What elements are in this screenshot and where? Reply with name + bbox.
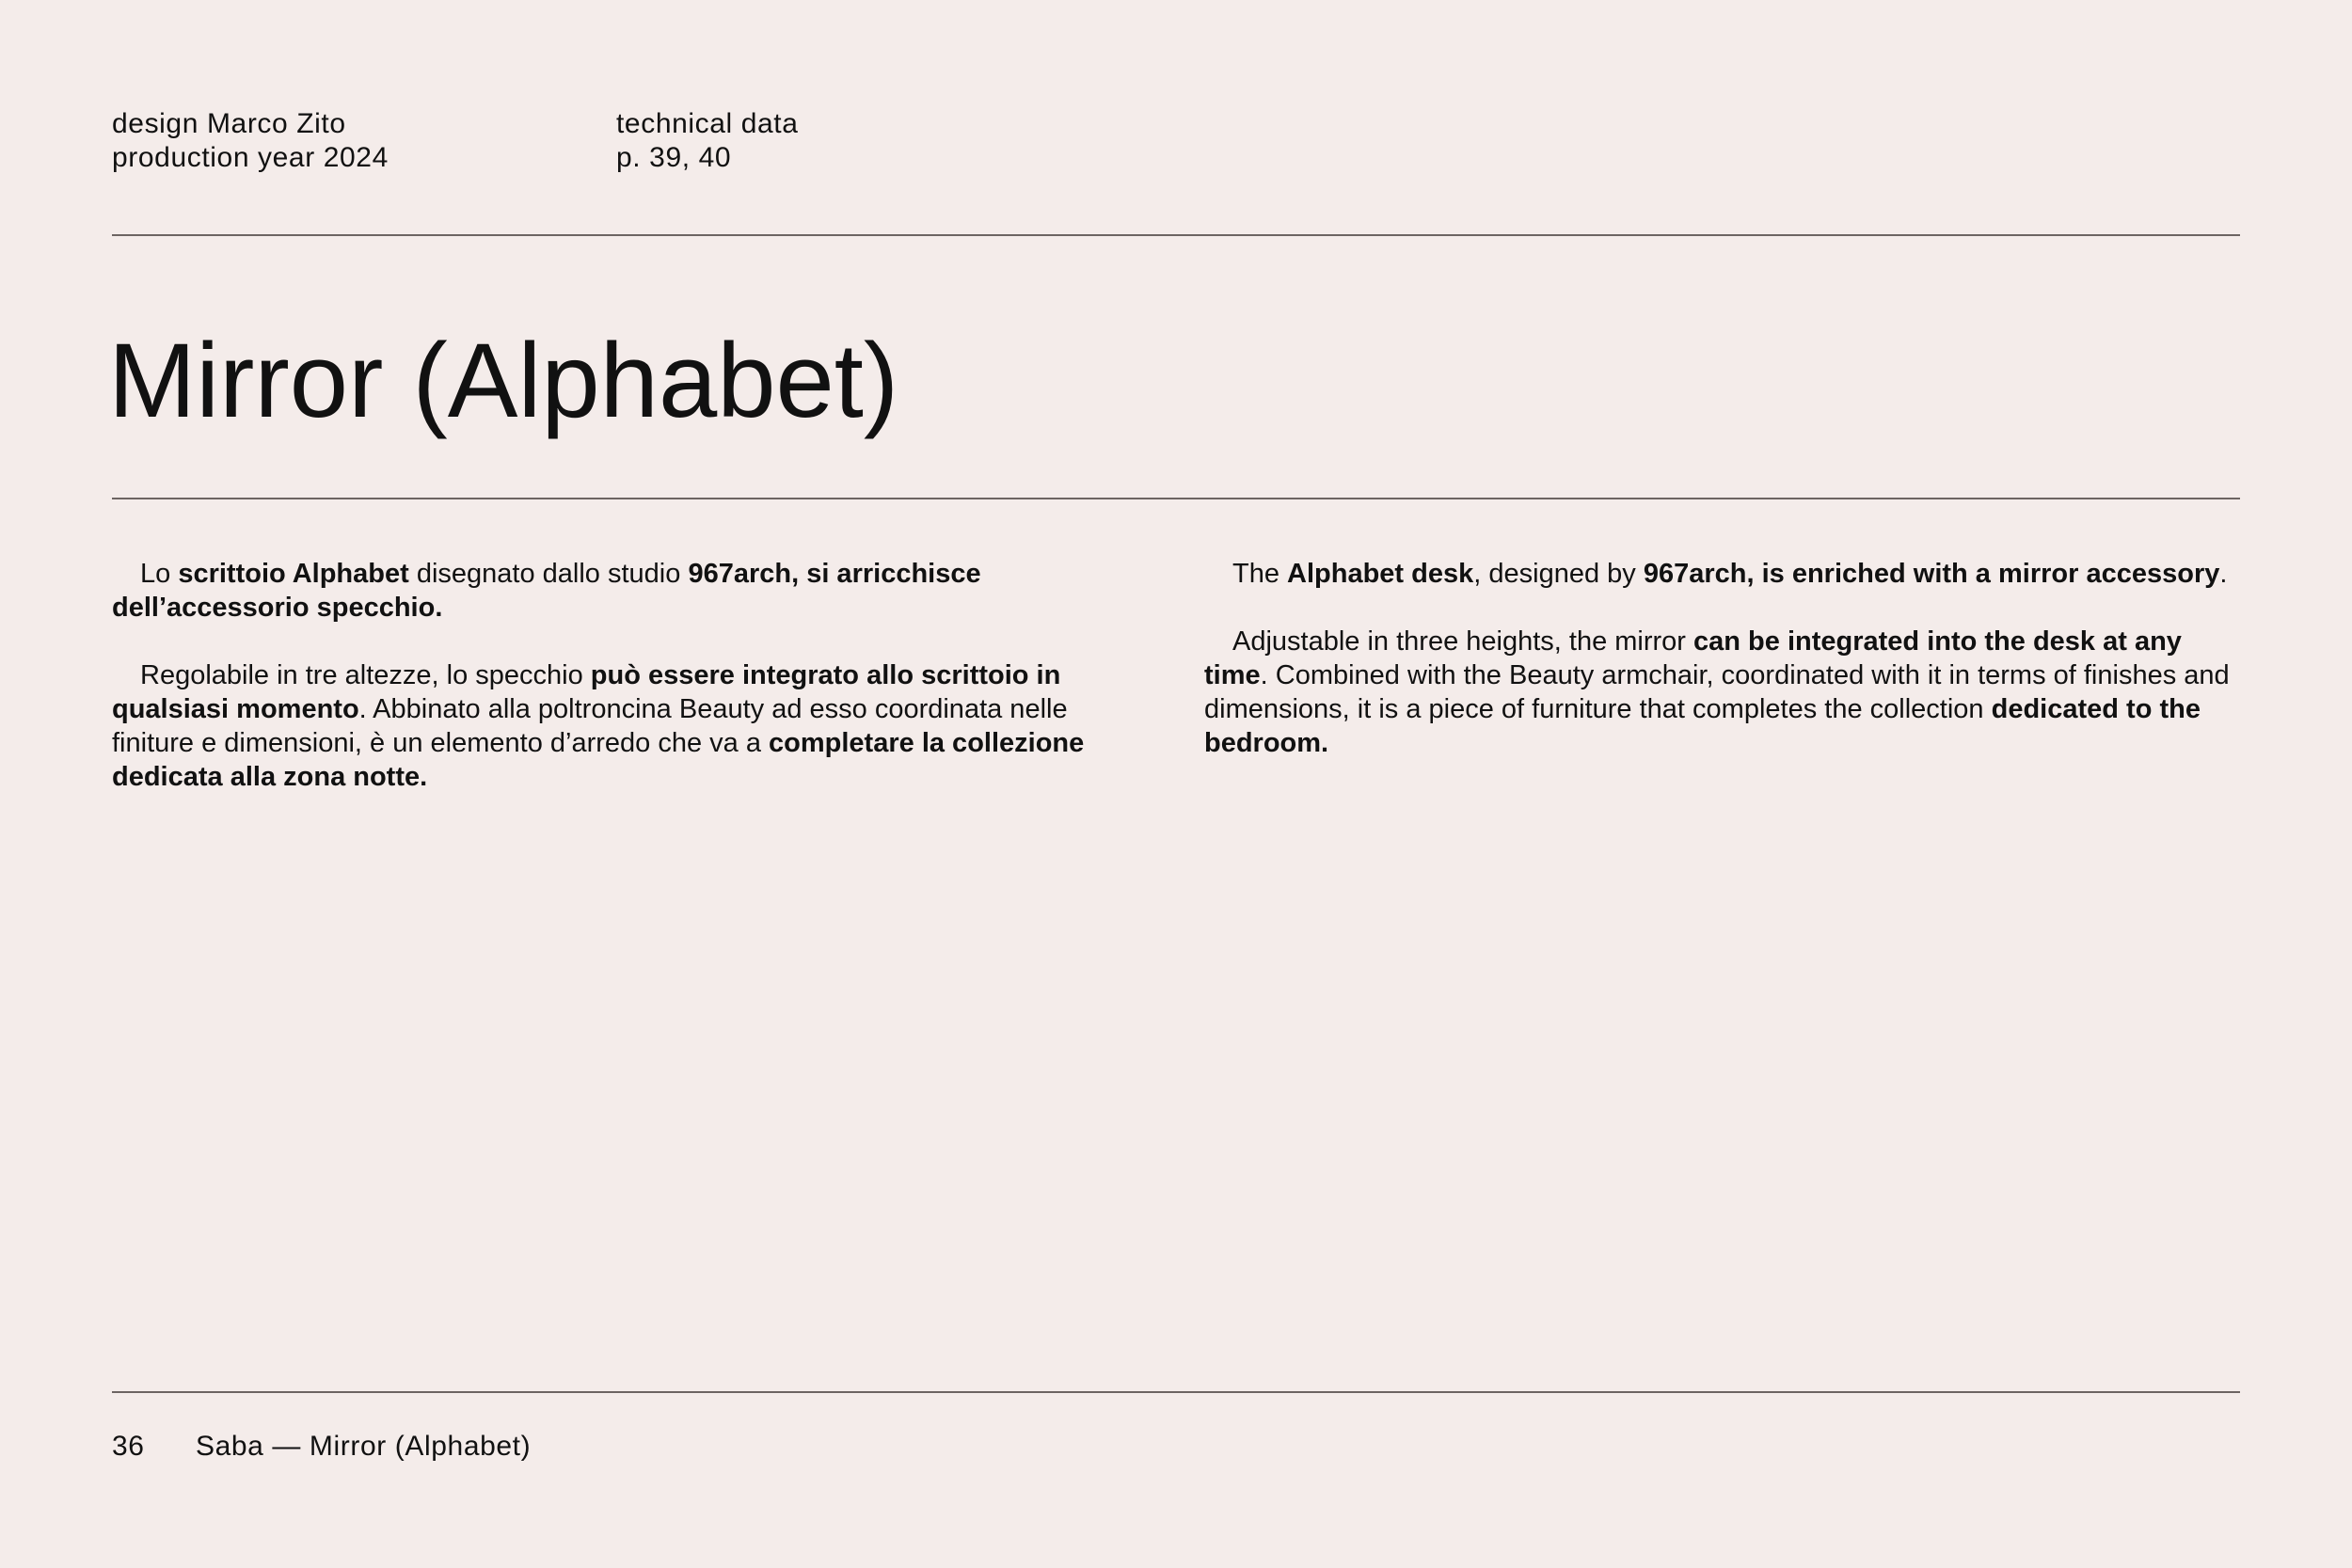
divider-title xyxy=(112,498,2240,499)
emphasis-text: scrittoio Alphabet xyxy=(178,559,409,589)
body-text: The xyxy=(1232,559,1288,589)
designer-credit: design Marco Zito xyxy=(112,108,346,139)
production-year: production year 2024 xyxy=(112,142,389,173)
footer-section-title: Saba — Mirror (Alphabet) xyxy=(196,1431,532,1462)
emphasis-text: 967arch, si arricchisce dell’accessorio specchio. xyxy=(112,559,981,623)
divider-top xyxy=(112,234,2240,236)
design-info xyxy=(112,107,389,175)
italian-paragraph-2 xyxy=(112,658,1156,794)
english-paragraph-1 xyxy=(1204,557,2249,591)
divider-footer xyxy=(112,1391,2240,1393)
english-description xyxy=(1204,557,2249,794)
emphasis-text: completare la collezione dedicata alla zona notte. xyxy=(112,728,1085,792)
body-text: . xyxy=(2219,559,2228,589)
body-text: . Combined with the Beauty armchair, coordinated with it in terms of finishes and dimensions, it is a piece of furniture that completes the collection xyxy=(1204,660,2230,724)
technical-data-ref xyxy=(616,107,799,175)
emphasis-text: dedicated to the bedroom. xyxy=(1204,694,2201,758)
italian-description xyxy=(112,557,1156,828)
body-text: Regolabile in tre altezze, lo specchio xyxy=(140,660,591,690)
emphasis-text: can be integrated into the desk at any time xyxy=(1204,626,2182,690)
body-text: , designed by xyxy=(1473,559,1644,589)
italian-paragraph-1 xyxy=(112,557,1156,625)
technical-data-label: technical data xyxy=(616,108,799,139)
english-paragraph-2 xyxy=(1204,625,2249,760)
page-number: 36 xyxy=(112,1431,145,1462)
technical-data-pages: p. 39, 40 xyxy=(616,142,732,173)
emphasis-text: 967arch, is enriched with a mirror accessory xyxy=(1643,559,2220,589)
body-text: Adjustable in three heights, the mirror xyxy=(1232,626,1694,657)
body-text: Lo xyxy=(140,559,179,589)
emphasis-text: Alphabet desk xyxy=(1287,559,1474,589)
body-text: . Abbinato alla poltroncina Beauty ad esso coordinata nelle finiture e dimensioni, è un elemento d’arredo che va a xyxy=(112,694,1068,758)
emphasis-text: può essere integrato allo scrittoio in qualsiasi momento xyxy=(112,660,1061,724)
body-text: disegnato dallo studio xyxy=(408,559,689,589)
page-title: Mirror (Alphabet) xyxy=(108,322,899,439)
